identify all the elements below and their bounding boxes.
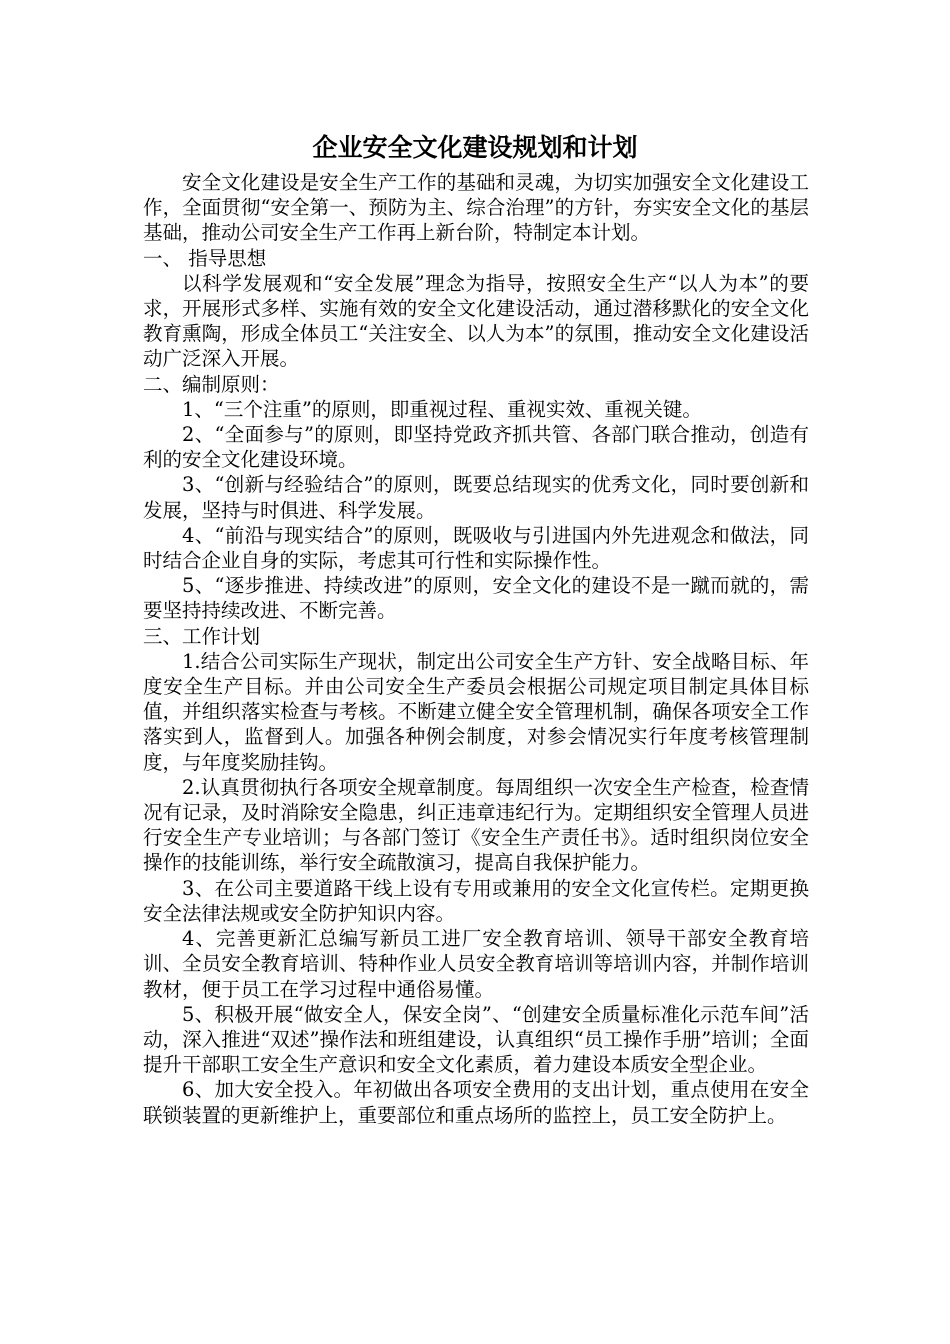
plan-item-6: 6、加大安全投入。年初做出各项安全费用的支出计划，重点使用在安全联锁装置的更新维护上，重要部位和重点场所的监控上，员工安全防护上。: [143, 1078, 809, 1127]
principle-item-3: 3、“创新与经验结合”的原则，既要总结现实的优秀文化，同时要创新和发展，坚持与时俱进、科学发展。: [143, 473, 809, 522]
section-heading-work-plan: 三、工作计划: [143, 624, 261, 648]
section-heading-principles: 二、编制原则：: [143, 372, 280, 396]
paragraph-guiding-thought: 以科学发展观和“安全发展”理念为指导，按照安全生产“以人为本”的要求，开展形式多样、实施有效的安全文化建设活动，通过潜移默化的安全文化教育熏陶，形成全体员工“关注安全、以人为本”的氛围，推动安全文化建设活动广泛深入开展。: [143, 271, 809, 371]
document-title: 企业安全文化建设规划和计划: [312, 133, 638, 162]
plan-item-1: 1.结合公司实际生产现状，制定出公司安全生产方针、安全战略目标、年度安全生产目标。并由公司安全生产委员会根据公司规定项目制定具体目标值，并组织落实检查与考核。不断建立健全安全管理机制，确保各项安全工作落实到人，监督到人。加强各种例会制度，对参会情况实行年度考核管理制度，与年度奖励挂钩。: [143, 649, 809, 774]
principle-item-1: 1、“三个注重”的原则，即重视过程、重视实效、重视关键。: [182, 397, 702, 421]
principle-item-5: 5、“逐步推进、持续改进”的原则，安全文化的建设不是一蹴而就的，需要坚持持续改进、不断完善。: [143, 574, 809, 623]
principle-item-2: 2、“全面参与”的原则，即坚持党政齐抓共管、各部门联合推动，创造有利的安全文化建设环境。: [143, 423, 809, 472]
section-heading-guiding-thought: 一、 指导思想: [143, 246, 267, 270]
plan-item-3: 3、在公司主要道路干线上设有专用或兼用的安全文化宣传栏。定期更换安全法律法规或安全防护知识内容。: [143, 876, 809, 925]
paragraph-intro: 安全文化建设是安全生产工作的基础和灵魂，为切实加强安全文化建设工作，全面贯彻“安全第一、预防为主、综合治理”的方针，夯实安全文化的基层基础，推动公司安全生产工作再上新台阶，特制定本计划。: [143, 171, 809, 245]
plan-item-5: 5、积极开展“做安全人，保安全岗”、“创建安全质量标准化示范车间”活动，深入推进“双述”操作法和班组建设，认真组织“员工操作手册”培训；全面提升干部职工安全生产意识和安全文化素质，着力建设本质安全型企业。: [143, 1002, 809, 1077]
document-body: [143, 170, 809, 1128]
principle-item-4: 4、“前沿与现实结合”的原则，既吸收与引进国内外先进观念和做法，同时结合企业自身的实际，考虑其可行性和实际操作性。: [143, 523, 809, 573]
plan-item-2: 2.认真贯彻执行各项安全规章制度。每周组织一次安全生产检查，检查情况有记录，及时消除安全隐患，纠正违章违纪行为。定期组织安全管理人员进行安全生产专业培训；与各部门签订《安全生产责任书》。适时组织岗位安全操作的技能训练，举行安全疏散演习，提高自我保护能力。: [143, 775, 809, 875]
plan-item-4: 4、完善更新汇总编写新员工进厂安全教育培训、领导干部安全教育培训、全员安全教育培训、特种作业人员安全教育培训等培训内容，并制作培训教材，便于员工在学习过程中通俗易懂。: [143, 927, 809, 1001]
